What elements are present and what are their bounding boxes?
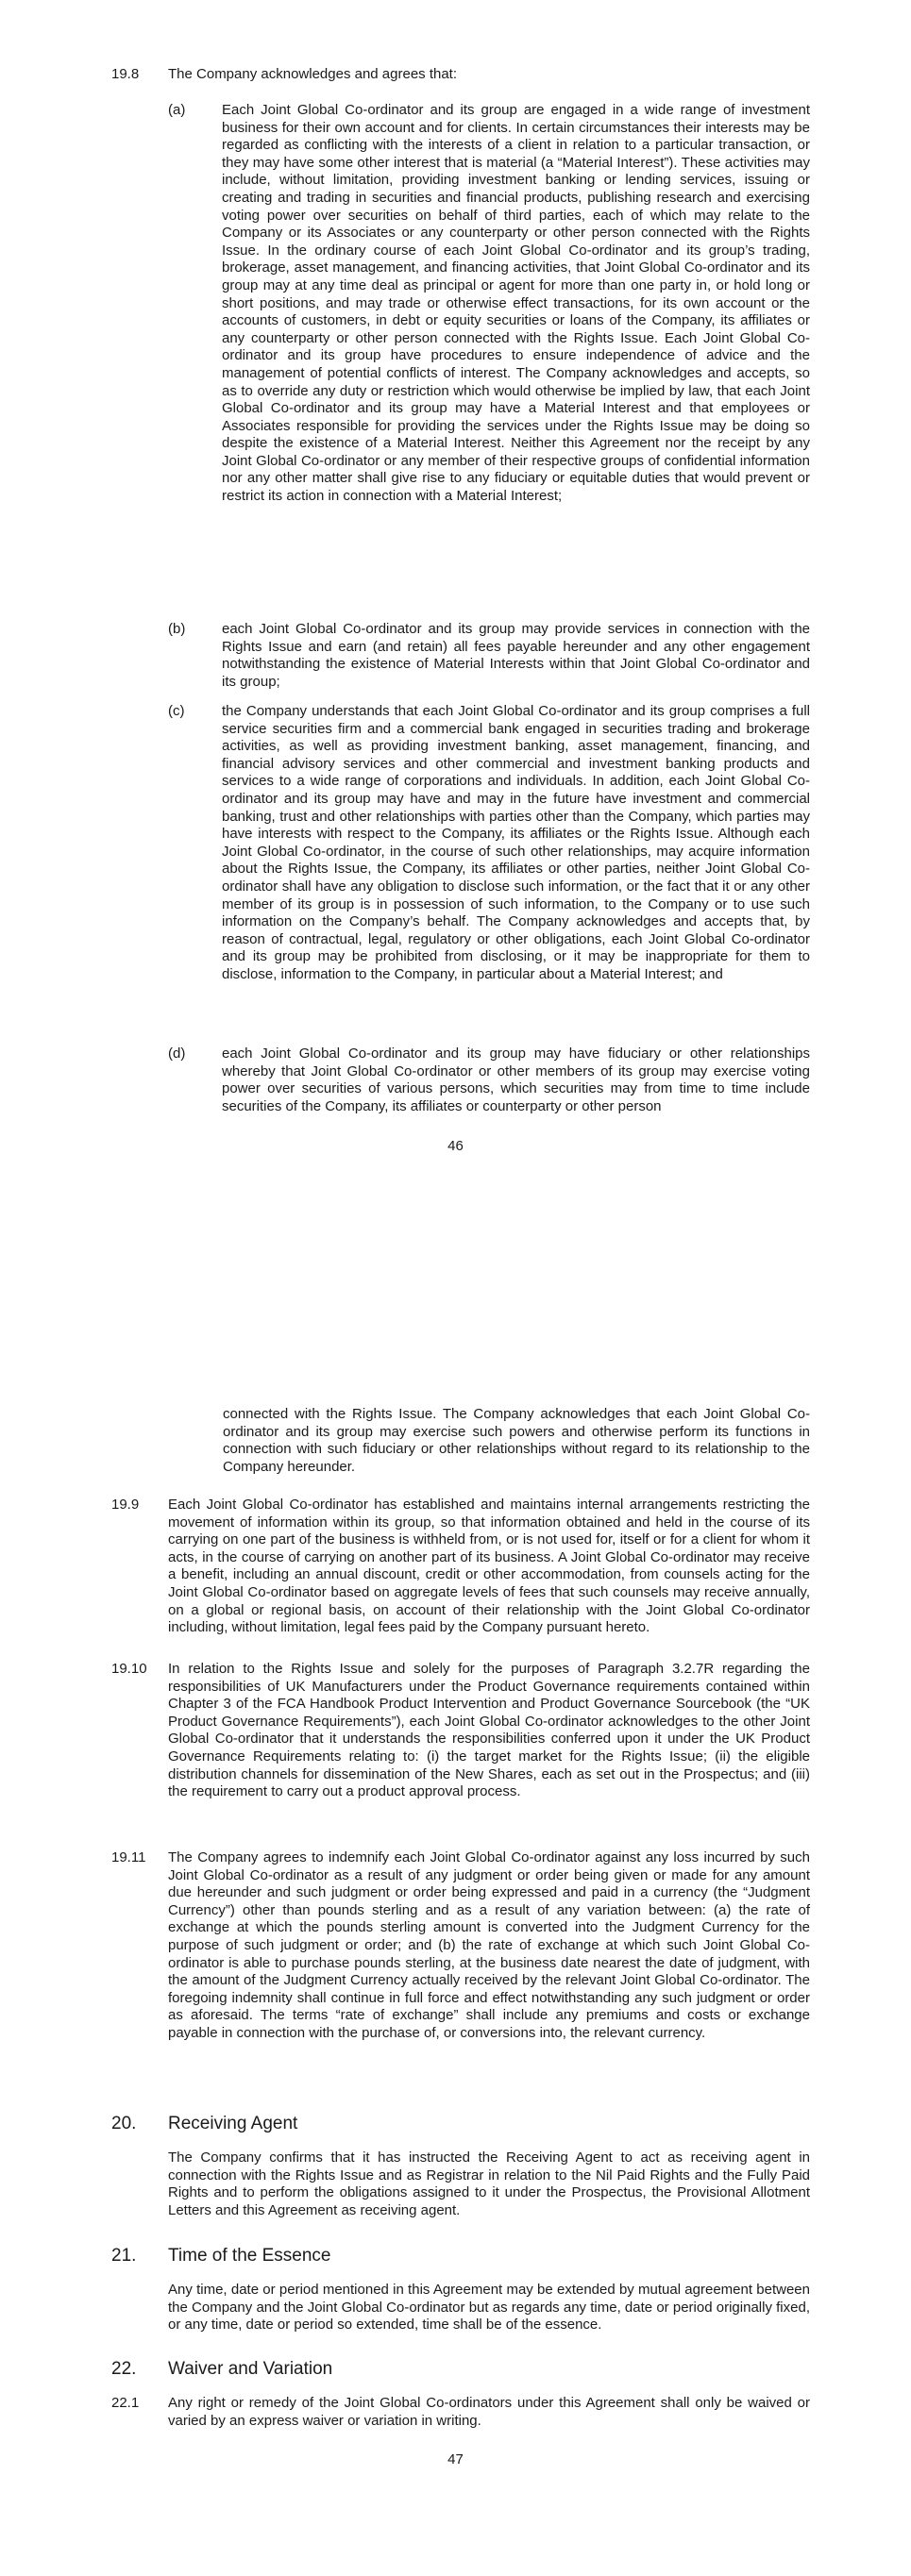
clause-number: 19.8 [111,66,140,82]
page-number: 46 [447,1138,464,1154]
clause-heading: The Company acknowledges and agrees that: [168,66,458,82]
clause-number: 19.10 [111,1661,147,1677]
page-number: 47 [447,2451,464,2467]
list-item-text: Each Joint Global Co-ordinator and its group are engaged in a wide range of investment business for their own account and for clients. In certain circumstances their interests may be regarded as conflicting with the interests of a client in relation to a particular transaction, or they may have some other interest that is material (a “Material Interest”). These activities may include, without limitation, providing investment banking or lending services, issuing or creating and trading in securities and financial products, publishing research and exercising voting power over securities on behalf of third parties, each of which may relate to the Company or its Associates or any counterparty or other person connected with the Rights Issue. In the ordinary course of each Joint Global Co-ordinator and its group’s trading, brokerage, asset management, and financing activities, that Joint Global Co-ordinator and its group may at any time deal as principal or agent for more than one party in, or hold long or short positions, and may trade or otherwise effect transactions, for its own account or the accounts of customers, in debt or equity securities or loans of the Company, its affiliates or any counterparty or other person connected with the Rights Issue. Each Joint Global Co-ordinator and its group have procedures to ensure independence of advice and the management of potential conflicts of interest. The Company acknowledges and accepts, so as to override any duty or restriction which would otherwise be implied by law, that each Joint Global Co-ordinator and its group may have a Material Interest and that employees or Associates responsible for providing the services under the Rights Issue may be doing so despite the existence of a Material Interest. Neither this Agreement nor the receipt by any Joint Global Co-ordinator or any member of their respective groups of confidential information nor any other matter shall give rise to any fiduciary or equitable duties that would prevent or restrict its action in connection with a Material Interest; [222,102,810,505]
section-text: The Company confirms that it has instructed the Receiving Agent to act as receiving agent in connection with the Rights Issue and as Registrar in relation to the Nil Paid Rights and the Fully Paid Rights and to perform the obligations assigned to it under the Prospectus, the Provisional Allotment Letters and this Agreement as receiving agent. [168,2149,810,2218]
list-item-text: the Company understands that each Joint Global Co-ordinator and its group comprises a full service securities firm and a commercial bank engaged in securities trading and brokerage activities, as well as providing investment banking, asset management, financing, and financial advisory services and other commercial and investment banking products and services to a wide range of corporations and individuals. In addition, each Joint Global Co-ordinator and its group may have and may in the future have investment and commercial banking, trust and other relationships with parties other than the Company, which parties may have interests with respect to the Company, its affiliates or the Rights Issue. Although each Joint Global Co-ordinator, in the course of such other relationships, may acquire information about the Rights Issue, the Company, its affiliates or other parties, neither Joint Global Co-ordinator shall have any obligation to disclose such information, or the fact that it or any other member of its group is in possession of such information, to the Company or to use such information on the Company’s behalf. The Company acknowledges and accepts that, by reason of contractual, legal, regulatory or other obligations, each Joint Global Co-ordinator and its group may be prohibited from disclosing, or it may be inappropriate for them to disclose, information to the Company, in particular about a Material Interest; and [222,703,810,982]
clause-text: The Company agrees to indemnify each Joint Global Co-ordinator against any loss incurred by such Joint Global Co-ordinator as a result of any judgment or order being given or made for any amount due hereunder and such judgment or order being expressed and paid in a currency (the “Judgment Currency”) other than pounds sterling and as a result of any variation between: (a) the rate of exchange at which the pounds sterling amount is converted into the Judgment Currency for the purpose of such judgment or order; and (b) the rate of exchange at which such Joint Global Co-ordinator is able to purchase pounds sterling, at the business date nearest the date of judgment, with the amount of the Judgment Currency actually received by the relevant Joint Global Co-ordinator. The foregoing indemnity shall continue in full force and effect notwithstanding any such judgment or order as aforesaid. The terms “rate of exchange” shall include any premiums and costs or exchange payable in connection with the purchase of, or conversions into, the relevant currency. [168,1849,810,2041]
document-page-47 [0,1340,911,2576]
clause-number: 19.9 [111,1497,140,1513]
clause-text: Each Joint Global Co-ordinator has established and maintains internal arrangements restricting the movement of information within its group, so that information obtained and held in the course of its carrying on one part of the business is withheld from, or is not used for, itself or for a client for whom it acts, in the course of carrying on another part of its business. A Joint Global Co-ordinator may receive a benefit, including an annual discount, credit or other accommodation, from counsels acting for the Joint Global Co-ordinator based on aggregate levels of fees that such counsels may receive annually, on a global or regional basis, on account of their relationship with the Joint Global Co-ordinator including, without limitation, legal fees paid by the Company pursuant hereto. [168,1497,810,1636]
clause-text: Any right or remedy of the Joint Global Co-ordinators under this Agreement shall only be waived or varied by an express waiver or variation in writing. [168,2395,810,2429]
clause-number: 22.1 [111,2395,140,2411]
section-number: 22. [111,2359,137,2379]
list-item-label: (c) [168,703,185,719]
list-item-label: (d) [168,1045,186,1062]
continuation-paragraph: connected with the Rights Issue. The Company acknowledges that each Joint Global Co-ordinator and its group may exercise such powers and otherwise perform its functions in connection with such fiduciary or other relationships without regard to its relationship to the Company hereunder. [223,1406,810,1475]
list-item-label: (a) [168,102,186,118]
section-title: Time of the Essence [168,2246,331,2266]
list-item-text: each Joint Global Co-ordinator and its group may provide services in connection with the Rights Issue and earn (and retain) all fees payable hereunder and any other engagement notwithstanding the existence of Material Interests within that Joint Global Co-ordinator and its group; [222,621,810,690]
list-item-label: (b) [168,621,186,637]
section-number: 21. [111,2246,137,2266]
list-item-text: each Joint Global Co-ordinator and its group may have fiduciary or other relationships whereby that Joint Global Co-ordinator or other members of its group may exercise voting power over securities of various persons, which securities may from time to time include securities of the Company, its affiliates or counterparty or other person [222,1045,810,1114]
section-text: Any time, date or period mentioned in this Agreement may be extended by mutual agreement between the Company and the Joint Global Co-ordinator but as regards any time, date or period originally fixed, or any time, date or period so extended, time shall be of the essence. [168,2282,810,2333]
clause-number: 19.11 [111,1849,146,1865]
section-title: Waiver and Variation [168,2359,333,2379]
section-title: Receiving Agent [168,2114,298,2133]
section-number: 20. [111,2114,137,2133]
clause-text: In relation to the Rights Issue and solely for the purposes of Paragraph 3.2.7R regarding the responsibilities of UK Manufacturers under the Product Governance requirements contained within Chapter 3 of the FCA Handbook Product Intervention and Product Governance Sourcebook (the “UK Product Governance Requirements”), each Joint Global Co-ordinator acknowledges to the other Joint Global Co-ordinator that it understands the responsibilities conferred upon it under the UK Product Governance Requirements relating to: (i) the target market for the Rights Issue; (ii) the eligible distribution channels for dissemination of the New Shares, each as set out in the Prospectus; and (iii) the requirement to carry out a product approval process. [168,1661,810,1800]
